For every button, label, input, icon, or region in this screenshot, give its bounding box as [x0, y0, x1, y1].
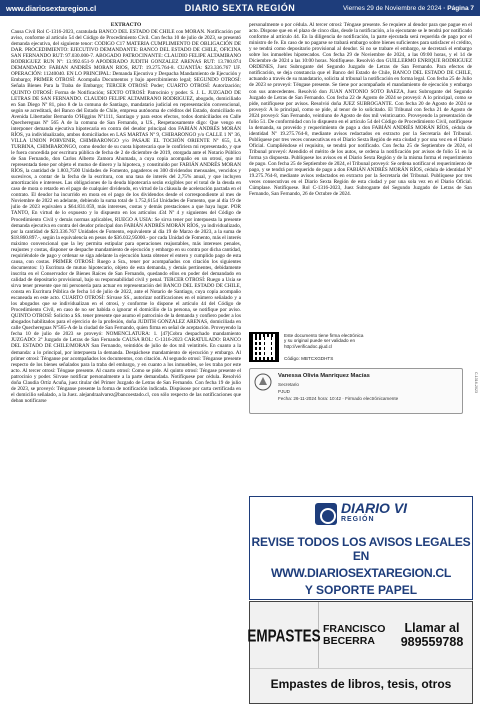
verification-code: Código: MBTCXGDHTS [284, 356, 334, 361]
signature-note-line: Este documento tiene firma electrónica [284, 333, 364, 338]
ad-subline: Y SOPORTE PAPEL [304, 583, 418, 597]
ad-headline: REVISE TODOS LOS AVISOS LEGALES EN [251, 535, 471, 563]
phone-number[interactable]: 989559788 [400, 635, 464, 649]
vertical-case-code: C-1316-2023 [474, 372, 478, 393]
electronic-signature-block [249, 332, 478, 417]
signature-note-line: y su original puede ser validado en [284, 338, 355, 344]
verification-link[interactable]: http://verificadoc.pjud.cl [284, 343, 333, 349]
empastes-advertisement[interactable] [249, 601, 473, 704]
diario-logo-icon [315, 503, 337, 525]
ad-website-url[interactable]: WWW.DIARIOSEXTAREGION.CL [270, 566, 452, 580]
empastes-contact [392, 602, 472, 668]
header-date-text: Viernes 29 de Noviembre de 2024 [342, 4, 442, 12]
person-last-name: BECERRA [323, 635, 375, 647]
header-site-link[interactable]: www.diariosextaregion.cl [6, 3, 97, 13]
signer-detail: Fecha: 26-11-2024 hora: 10:42 · Firmado electrónicamente [278, 396, 399, 401]
logo-word-diario: DIARIO VI [340, 500, 408, 516]
notice-title: EXTRACTO [110, 22, 142, 28]
notice-body-right: personalmente o por cédula. Al tercer otrosí: Téngase presente. Se requiere al deudor para que pague en el acto. Dispone que en el plazo de cinco días, desde la notificación, a lo ejecutante se le tendrá por notificado conforme al artículo 44. En la diligencia de notificación, la parte ejecutada será requerida de pago por el ministro de fe. En caso de no pagarse se trabará embargo sobre bienes suficientes para satisfacer el crédito, y se tendrá como depositario provisional al deudor. Si no se trabare el embargo, se decretará el embargo sobre los inmuebles hipotecados. Con fecha 29 de Noviembre de 2024, a las 09:00 horas, y el 14 de Diciembre de 2024 a las 10:00 horas. Notifíquese. Resolvió don GUILLERMO ENRIQUE RODRIGUEZ ORDENES, Juez Subrogante del Segundo Juzgado de Letras de San Fernando. Para efectos de notificación, se deja constancia que el Banco del Estado de Chile, BANCO DEL ESTADO DE CHILE, actuando a través de su mandatario, solicita al tribunal la notificación en forma legal. Con fecha 25 de Julio de 2023 se proveyó: Téngase presente. Se tiene por acompañado el mandamiento de ejecución y embargo con sus antecedentes. Resolvió don JUAN ANTONIO SOTO BAEZA, Juez Subrogante del Segundo Juzgado de Letras de San Fernando. Con fecha 22 de Agosto de 2024 se proveyó: A lo principal, como se pide, notifíquese por avisos. Resolvió doña JUEZ SUBROGANTE. Con fecha 20 de Agosto de 2024 se proveyó: A lo principal, como se pide, al tenor de lo solicitado. El Tribunal con fecha 21 de Agosto de 2024 proveyó: San Fernando, veintiuno de Agosto de dos mil veinticuatro. Proveyendo la presentación de folio 51. De conformidad con lo dispuesto en el artículo 54 del Código de Procedimiento Civil, notifíquese la demanda, su proveído y requerimiento de pago a don FABIÁN ANDRÉS MORÁN RÍOS, cédula de identidad Nº 19.275.764-8, mediante avisos redactados en extracto por la Secretaría del Tribunal. Publíquese por tres veces consecutivas en el Diario Sexta Región de esta ciudad y por una vez en el Diario Oficial. Cumpliéndose el requisito, se tendrá por notificado. Con fecha 25 de Septiembre de 2024, el Tribunal proveyó: Atendido el mérito de los autos, se ordena la notificación por avisos de folio 51 en la forma ya dispuesta. Publíquese los avisos en el Diario Sexta Región y de la misma forma el requerimiento de pago. Con fecha 25 de Septiembre de 2024, el Tribunal proveyó: Se ordena notificar el requerimiento de pago, y se tendrá por requerido de pago a don FABIÁN ANDRÉS MORÁN RÍOS, cédula de identidad Nº 19.275.764-8, mediante avisos redactados en extracto por la Secretaría del Tribunal. Publíquese por tres veces consecutivas en el Diario Sexta Región de esta ciudad y por una sola vez en el Diario Oficial. Cúmplase. Notifíquese. Rol C-1316-2023, Juez Subrogante del Segundo Juzgado de Letras de San Fernando, San Fernando, 26 de Octubre de 2024. [249, 22, 472, 198]
qr-code-icon [249, 332, 279, 362]
signature-note [284, 333, 424, 349]
signer-role: Secretario [278, 382, 299, 387]
notice-body-left: Causa Civil Rol C-1316-2023, caratulada BANCO DEL ESTADO DE CHILE con MORAN. Notificación por aviso, conforme al artículo 54 del Código de Procedimiento Civil. Con fecha 10 de julio de 2023, se presentó demanda ejecutiva, del siguiente tenor: CODIGO C17 MATERIA CUMPLIMIENTO DE OBLIGACIÓN DE DAR. PROCEDIMIENTO: EJECUTIVO DEMANDANTE: BANCO DEL ESTADO DE CHILE, OFICINA SAN FERNANDO RUT: 97.030.000-7. ABOGADO PATROCINANTE: CLAUDIO FELIPE ALTAMIRANO RODRIGUEZ RUN Nº: 13.992.651-9 APODERADO JUDITH GONZALEZ ARENAS RUT: 13.780.874 DEMANDADO: FABIAN ANDRÉS MORAN RIOS, RUT: 19.275.764-8. CUANTÍA: $23.336.767 UF. OPERACIÓN: 11240040. EN LO PRINCIPAL: Demanda Ejecutiva y Despacha Mandamiento de Ejecución y Embargo; PRIMER OTROSÍ: Acompaña Documentos y bajo apercibimiento legal; SEGUNDO OTROSÍ: Señala Bienes Para la Traba de Embargo; TERCER OTROSÍ: Poder; CUARTO OTROSÍ: Autorización; QUINTO OTROSÍ: Forma de Notificación; SEXTO OTROSÍ: Patrocinio y poder. S. J. L. JUZGADO DE LETRAS DE SAN FERNANDO. CLAUDIO FELIPE ALTAMIRANO RODRIGUEZ, abogado, domiciliado en San Diego Nº 81, piso 8 de la comuna de Santiago, mandatario judicial en representación convencional, según se acreditará, del Banco del Estado de Chile, empresa autónoma de créditos del Estado, domiciliado en Avenida Libertador Bernardo O'Higgins Nº1111, Santiago y para estos efectos, todos domiciliados en Calle Quechereguas Nº 565 A de la comuna de San Fernando, a US., Respetuosamente digo: Que vengo en interponer demanda ejecutiva hipotecaria en contra del deudor principal don FABIÁN ANDRÉS MORÁN RÍOS, ya individualizado, ambos domiciliados en LAS MARTAS Nº 9, CHIBARONGO y/o CALLE 1 Nº 36, VILLA UNION PORVENIR, CHIMBARONGO y/o PASAJE EL TOCHÓN ORIENTE Nº 655, LA TURBINA, CHIMBARONGO, como deudor de su cuota hipotecaria que le confiriera mi representado, y que le fuera concedida por escritura pública de fecha de 2 de diciembre de 2019, otorgada ante el Notario Público de San Fernando, don Carlos Alberto Zamora Ahumada, a cuya copia acompaño en un otrosí, que mi representada tiene por objeto el mutuo de dinero y la hipoteca, y constituido por FABIÁN ANDRÉS MORAN RÍOS, la cantidad de 1.803,7500 Unidades de Fomento, pagaderos en 300 dividendos mensuales, vencidos y sucesivos, a contar de la fecha de la escritura, con una tasa de interés del 2,75% anual, y que incluyen amortización e intereses. Las obligaciones de la deuda hipotecaria serán exigibles por el total de la deuda en caso de mora o retardo en el pago de cualquier dividendo, en virtud de la cláusula de aceleración pactada en el contrato. El deudor ha incurrido en mora en el pago de los dividendos desde el correspondiente al mes de Noviembre de 2022 en adelante, debiendo la suma total de 1.752,6154 Unidades de Fomento, que al día 19 de julio de 2023 equivalen a $64.831.059, más intereses, costas y demás prestaciones a que haya lugar. POR TANTO, En virtud de lo expuesto y lo dispuesto en los artículos 434 Nº 4 y siguientes del Código de Procedimiento Civil y demás normas aplicables, RUEGO A USIA: Se sirva tener por interpuesta la presente demanda ejecutiva en contra del deudor principal don FABIÁN ANDRÉS MORÁN RÍOS, ya individualizado, por la cantidad de $23.336.767 Unidades de Fomento, equivalente al día 19 de Marzo de 2023, a la suma de $18.860.897.-, según la equivalencia en pesos de $36.032,95000.- por cada Unidad de Fomento, más el interés máximo convencional que la ley permita estipular para operaciones reajustables, más intereses penales, reajustes y costas, disponer se despache mandamiento de ejecución y embargo en su contra por dicha cantidad, requiriéndole de pago y ordenar se siga adelante la ejecución hasta obtener el entero y cumplido pago de esta causa, con costas. PRIMER OTROSÍ: Ruego a Sra., tener por acompañados con citación los siguientes documentos: 1) Escritura de mutuo hipotecario, objeto de esta demanda, y demás pertinentes, debidamente inscrita en el Conservador de Bienes Raíces de San Fernando, quedando ellos en poder del demandado en calidad de depositario provisional, bajo su responsabilidad civil y penal. TERCER OTROSÍ: Ruego a Usía se sirva tener presente que mi personería para actuar en representación del BANCO DEL ESTADO DE CHILE, consta en Escritura Pública de fecha 14 de julio de 2022, ante el Notario de Santiago, cuya copia acompaño escaneada en este acto. CUARTO OTROSÍ: Sírvase SS., autorizar notificaciones en el número señalado y a los abogados que se individualizan en el otrosí, y conforme lo dispone el artículo 44 del Código de Procedimiento Civil, en caso de no ser habida o ignorar el domicilio de la persona, se notifique por aviso. QUINTO OTROSÍ: Solicito a SS. tener presente que asumo el patrocinio de la demanda y confiero poder a los abogados habilitados para el ejercicio de la profesión, doña JUDITH GONZALEZ ARENAS, domiciliada en calle Quechereguas Nº565-A de la ciudad de San Fernando, quien firma en señal de aceptación. Proveyendo la fecha 10 de julio de 2023 se proveyó: NOMENCLATURA: 1. [47]Cobra despachado mandamiento JUZGADO: 2º Juzgado de Letras de San Fernando CAUSA ROL: C-1316-2023 CARATULADO: BANCO DEL ESTADO DE CHILE/MORAN San Fernando, veintidós de julio de dos mil veintitrés. En cuanto a la demanda: a lo principal, por interpuesta la demanda. Despáchese mandamiento de ejecución y embargo. Al primer otrosí: Ténganse por acompañados los documentos, con citación. Al segundo otrosí: Ténganse presente respecto de los bienes señalados para la traba del embargo, y en cuanto a los inmuebles, se les traba por este acto. Al tercer otrosí: Téngase presente. Al cuarto otrosí: Como se pide. Al quinto otrosí: Téngase presente el patrocinio y poder. Sírvase notificar personalmente a la parte demandada. Notifíquese por cédula. Resolvió doña Claudia Ortíz Acuña, juez titular del Primer Juzgado de Letras de San Fernando. Con fecha 19 de julio de 2023, se proveyó: Ténganse presente la forma de notificación indicada. Dispúsose por carta certificada en el domicilio señalado, a la Juez. alejandraalvarez@bancoestado.cl, con sólo respecto de las notificaciones que deban notificarse [11, 29, 241, 404]
call-label: Llamar al [404, 621, 460, 635]
signer-org: PJUD [278, 389, 290, 394]
website-advertisement[interactable] [249, 496, 473, 600]
header-brand: DIARIO SEXTA REGIÓN [184, 3, 296, 13]
person-first-name: FRANCISCO [323, 623, 386, 635]
signer-name: Vanessa Olivia Manriquez Macías [278, 373, 370, 379]
empastes-brand: EMPASTES [247, 625, 321, 645]
legal-notice-left-column [11, 22, 241, 708]
diario-logo [250, 501, 472, 527]
diario-logo-text [341, 502, 407, 526]
legal-notice-right-column [249, 22, 472, 330]
court-seal-icon [254, 373, 272, 391]
signer-card [249, 368, 463, 414]
empastes-tagline: Empastes de libros, tesis, otros [250, 668, 472, 691]
logo-word-region: REGIÓN [340, 516, 375, 523]
header-page-number: · Página 7 [441, 4, 474, 12]
page-header [0, 0, 480, 16]
header-date [314, 5, 474, 12]
empastes-person [318, 602, 392, 668]
